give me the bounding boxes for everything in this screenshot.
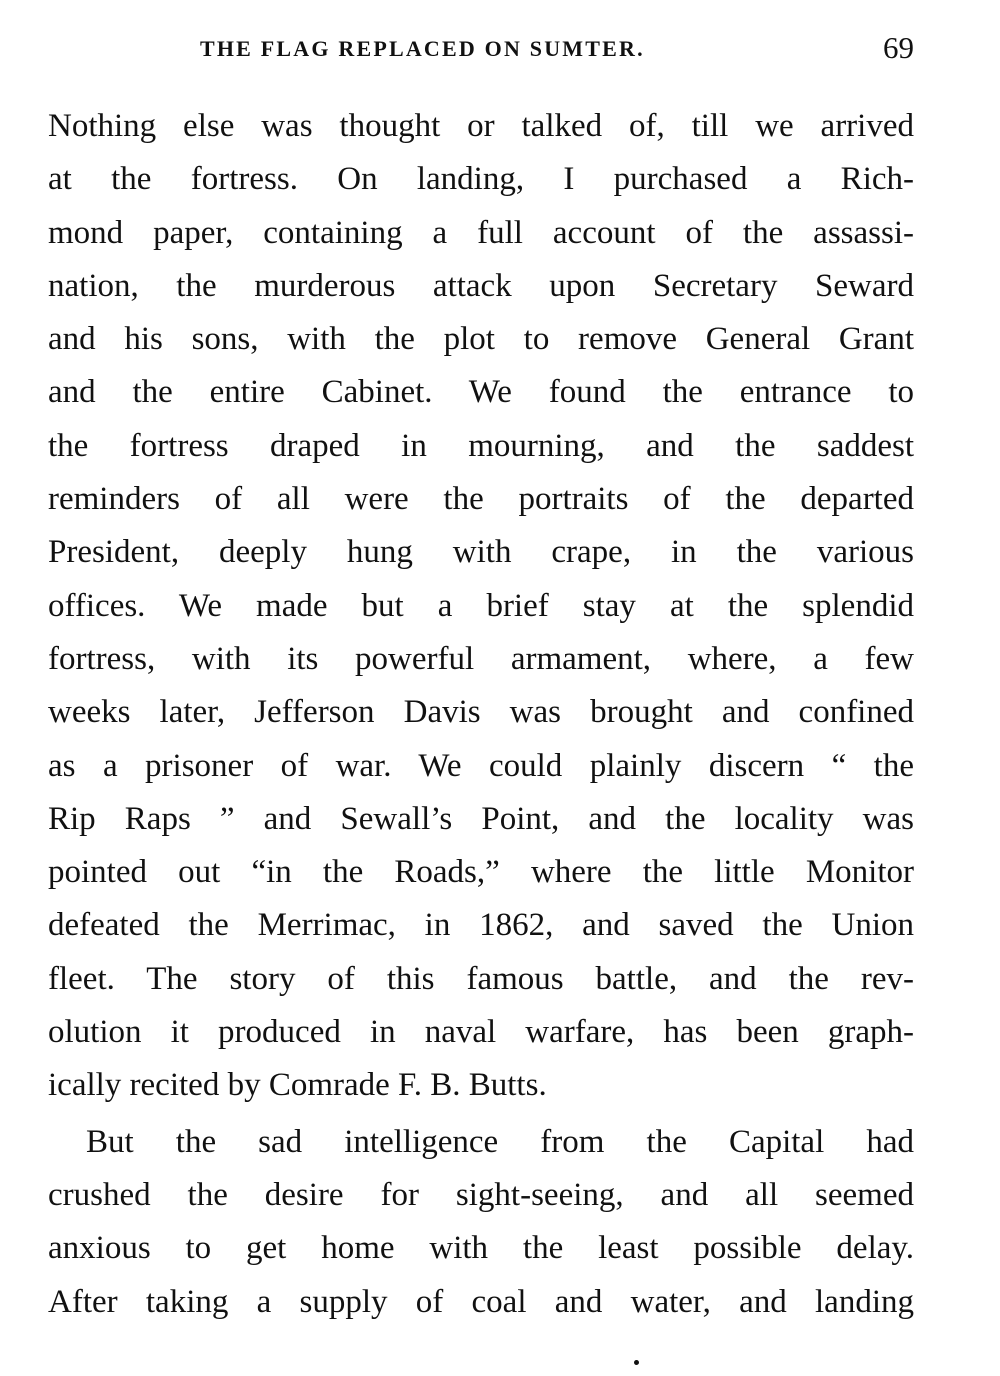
text-line: fleet. The story of this famous battle, and the rev- — [48, 960, 914, 997]
text-line: Rip Raps ” and Sewall’s Point, and the locality was — [48, 800, 914, 837]
page-number: 69 — [883, 30, 914, 65]
text-line: pointed out “in the Roads,” where the little Monitor — [48, 854, 914, 891]
text-line: ically recited by Comrade F. B. Butts. — [48, 1067, 547, 1104]
text-line: But the sad intelligence from the Capital had — [86, 1123, 914, 1160]
text-line: Nothing else was thought or talked of, till we arrived — [48, 108, 914, 144]
ink-speck — [634, 1360, 639, 1365]
text-line: as a prisoner of war. We could plainly discern “ the — [48, 747, 914, 784]
text-line: defeated the Merrimac, in 1862, and saved the Union — [48, 907, 914, 944]
text-line: offices. We made but a brief stay at the splendid — [48, 587, 914, 624]
text-line: at the fortress. On landing, I purchased a Rich- — [48, 161, 914, 198]
text-line: After taking a supply of coal and water, and landing — [48, 1283, 914, 1320]
text-line: fortress, with its powerful armament, where, a few — [48, 640, 914, 677]
text-line: weeks later, Jefferson Davis was brought and confined — [48, 694, 914, 731]
text-line: mond paper, containing a full account of the assassi- — [48, 214, 914, 251]
text-line: anxious to get home with the least possible delay. — [48, 1230, 914, 1267]
paragraph-2 — [48, 1116, 914, 1329]
text-line: nation, the murderous attack upon Secretary Seward — [48, 267, 914, 304]
text-line: President, deeply hung with crape, in the various — [48, 534, 914, 571]
running-title: THE FLAG REPLACED ON SUMTER. — [200, 36, 645, 61]
body-text — [48, 100, 914, 1329]
running-header — [48, 30, 914, 70]
text-line: and the entire Cabinet. We found the entrance to — [48, 374, 914, 411]
text-line: reminders of all were the portraits of the departed — [48, 481, 914, 518]
text-line: the fortress draped in mourning, and the saddest — [48, 427, 914, 464]
text-line: olution it produced in naval warfare, has been graph- — [48, 1014, 914, 1051]
text-line: crushed the desire for sight-seeing, and all seemed — [48, 1176, 914, 1213]
paragraph-1 — [48, 100, 914, 1113]
text-line: and his sons, with the plot to remove General Grant — [48, 321, 914, 358]
